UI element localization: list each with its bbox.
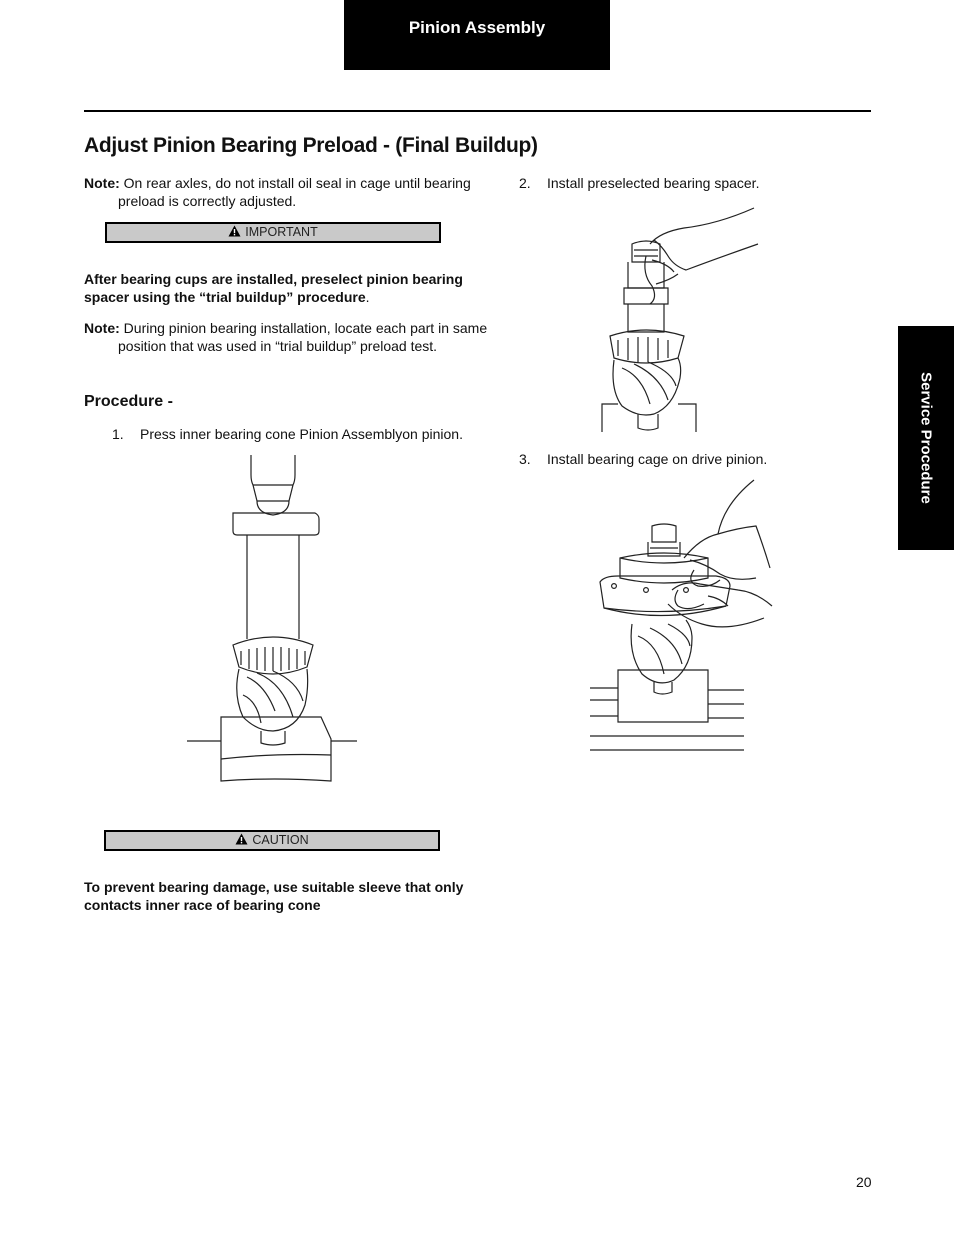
important-label: IMPORTANT [245,225,318,239]
important-message-tail: . [365,289,370,305]
note-oil-seal [84,174,503,210]
step-number: 3. [519,451,531,467]
caution-message: To prevent bearing damage, use suitable sleeve that only contacts inner race of bearing cone [84,879,464,913]
note-text: During pinion bearing installation, locate each part in same position that was used in “trial buildup” preload test. [118,320,488,354]
figure-install-bearing-cage [588,478,776,753]
top-divider [84,110,871,112]
figure-install-bearing-spacer [598,200,763,435]
page-title: Adjust Pinion Bearing Preload - (Final Buildup) [84,134,538,157]
caution-banner [104,830,440,851]
note-text: On rear axles, do not install oil seal in cage until bearing preload is correctly adjusted. [118,175,471,209]
step-number: 1. [112,426,124,442]
important-message-text: After bearing cups are installed, preselect pinion bearing spacer using the “trial buildup” procedure [84,271,463,305]
side-tab-label: Service Procedure [917,372,935,504]
step-text: Install preselected bearing spacer. [547,175,760,191]
note-trial-buildup [84,319,493,355]
warning-triangle-icon [228,225,241,237]
section-header-tab [344,0,610,70]
warning-triangle-icon [235,833,248,845]
step-1 [112,425,482,443]
step-3 [519,450,859,468]
important-message [84,270,469,306]
step-2 [519,174,859,192]
figure-press-bearing-cone [185,455,360,785]
section-title: Pinion Assembly [408,18,546,37]
important-banner [105,222,441,243]
step-text: Install bearing cage on drive pinion. [547,451,768,467]
procedure-heading: Procedure - [84,393,173,410]
step-number: 2. [519,175,531,191]
side-section-tab [898,326,954,550]
page-number: 20 [856,1174,872,1190]
step-text: Press inner bearing cone Pinion Assemblyon pinion. [140,426,463,442]
note-label: Note: [84,320,120,336]
caution-label: CAUTION [252,833,309,847]
note-label: Note: [84,175,120,191]
